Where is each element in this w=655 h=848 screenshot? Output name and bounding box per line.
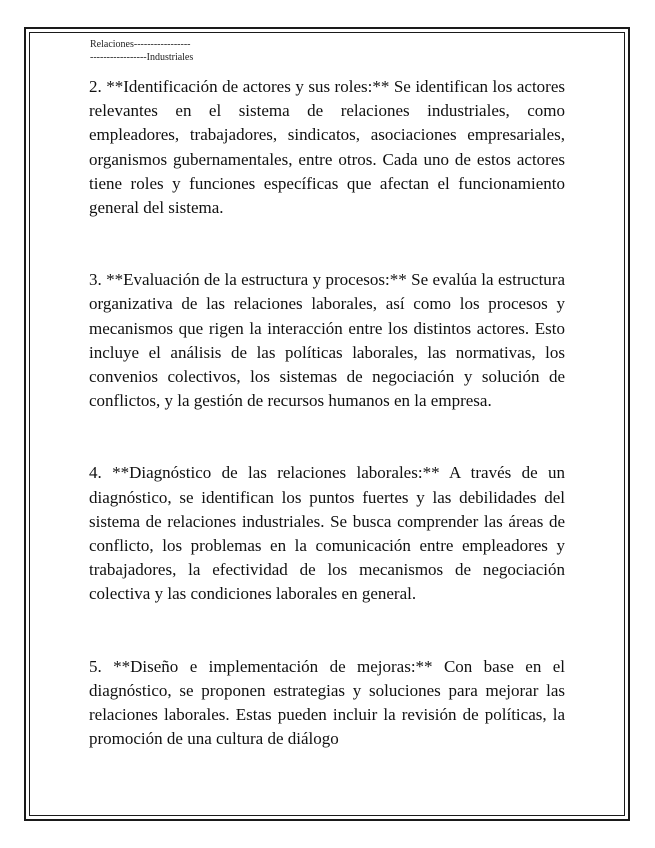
header-line-2: -----------------Industriales [90, 52, 194, 63]
paragraph-item-5: 5. **Diseño e implementación de mejoras:** Con base en el diagnóstico, se proponen estrategias y soluciones para mejorar las relaciones laborales. Estas pueden incluir la revisión de políticas, la promoción de una cultura de diálogo [89, 656, 565, 749]
header-line-1: Relaciones----------------- [90, 39, 191, 50]
paragraph-item-4: 4. **Diagnóstico de las relaciones laborales:** A través de un diagnóstico, se identifican los puntos fuertes y las debilidades del sistema de relaciones industriales. Se busca comprender las áreas de conflicto, los problemas en la comunicación entre empleadores y trabajadores, la efectividad de los mecanismos de negociación colectiva y las condiciones laborales en general. [89, 463, 565, 604]
running-header [90, 38, 193, 64]
paragraph-item-2: 2. **Identificación de actores y sus roles:** Se identifican los actores relevantes en el sistema de relaciones industriales, como empleadores, trabajadores, sindicatos, asociaciones empresariales, organismos gubernamentales, entre otros. Cada uno de estos actores tiene roles y funciones específicas que afectan el funcionamiento general del sistema. [89, 77, 565, 218]
document-body [89, 75, 565, 799]
paragraph-item-3: 3. **Evaluación de la estructura y procesos:** Se evalúa la estructura organizativa de las relaciones laborales, así como los procesos y mecanismos que rigen la interacción entre los distintos actores. Esto incluye el análisis de las políticas laborales, las normativas, los convenios colectivos, los sistemas de negociación y solución de conflictos, y la gestión de recursos humanos en la empresa. [89, 270, 565, 411]
